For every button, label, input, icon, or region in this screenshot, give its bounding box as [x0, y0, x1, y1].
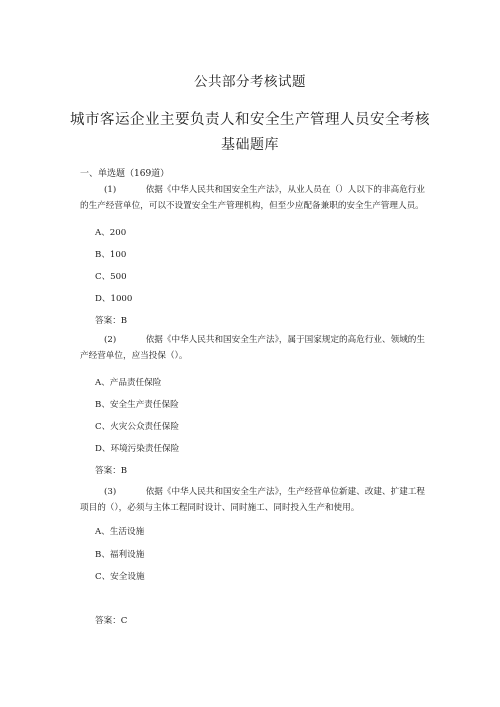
answer: 答案：C	[95, 616, 128, 626]
option-d: D、1000	[95, 294, 133, 304]
option-a: A、产品责任保险	[95, 378, 162, 388]
question-stem-line2: 的生产经营单位，可以不设置安全生产管理机构，但至少应配备兼职的安全生产管理人员。	[80, 201, 424, 211]
question-stem-line1: 依据《中华人民共和国安全生产法》，生产经营单位新建、改建、扩建工程	[145, 487, 425, 497]
option-b: B、福利设施	[95, 550, 145, 560]
doc-title-line2: 城市客运企业主要负责人和安全生产管理人员安全考核	[70, 112, 430, 128]
doc-title-line3: 基础题库	[221, 137, 279, 153]
question-stem-line1: 依据《中华人民共和国安全生产法》，从业人员在（）人以下的非高危行业	[145, 185, 425, 195]
question-stem-line2: 项目的（），必须与主体工程同时设计、同时施工、同时投入生产和使用。	[80, 503, 360, 513]
option-c: C、火灾公众责任保险	[95, 422, 179, 432]
option-c: C、安全设施	[95, 572, 145, 582]
option-b: B、安全生产责任保险	[95, 400, 179, 410]
question-number: (1)	[104, 185, 117, 195]
option-b: B、100	[95, 250, 127, 260]
answer: 答案：B	[95, 316, 128, 326]
question-number: (2)	[104, 335, 117, 345]
question-2	[80, 332, 425, 364]
option-c: C、500	[95, 272, 127, 282]
question-1	[80, 182, 425, 214]
answer: 答案：B	[95, 466, 128, 476]
option-d: D、环境污染责任保险	[95, 444, 180, 454]
question-stem-line1: 依据《中华人民共和国安全生产法》，属于国家规定的高危行业、领域的生	[145, 335, 425, 345]
question-number: (3)	[104, 487, 117, 497]
question-3	[80, 484, 425, 516]
question-stem-line2: 产经营单位，应当投保（）。	[80, 351, 188, 361]
section-heading: 一、单选题（169道）	[80, 169, 170, 179]
doc-title-line1: 公共部分考核试题	[194, 74, 306, 90]
option-a: A、200	[95, 228, 127, 238]
option-a: A、生活设施	[95, 527, 145, 537]
